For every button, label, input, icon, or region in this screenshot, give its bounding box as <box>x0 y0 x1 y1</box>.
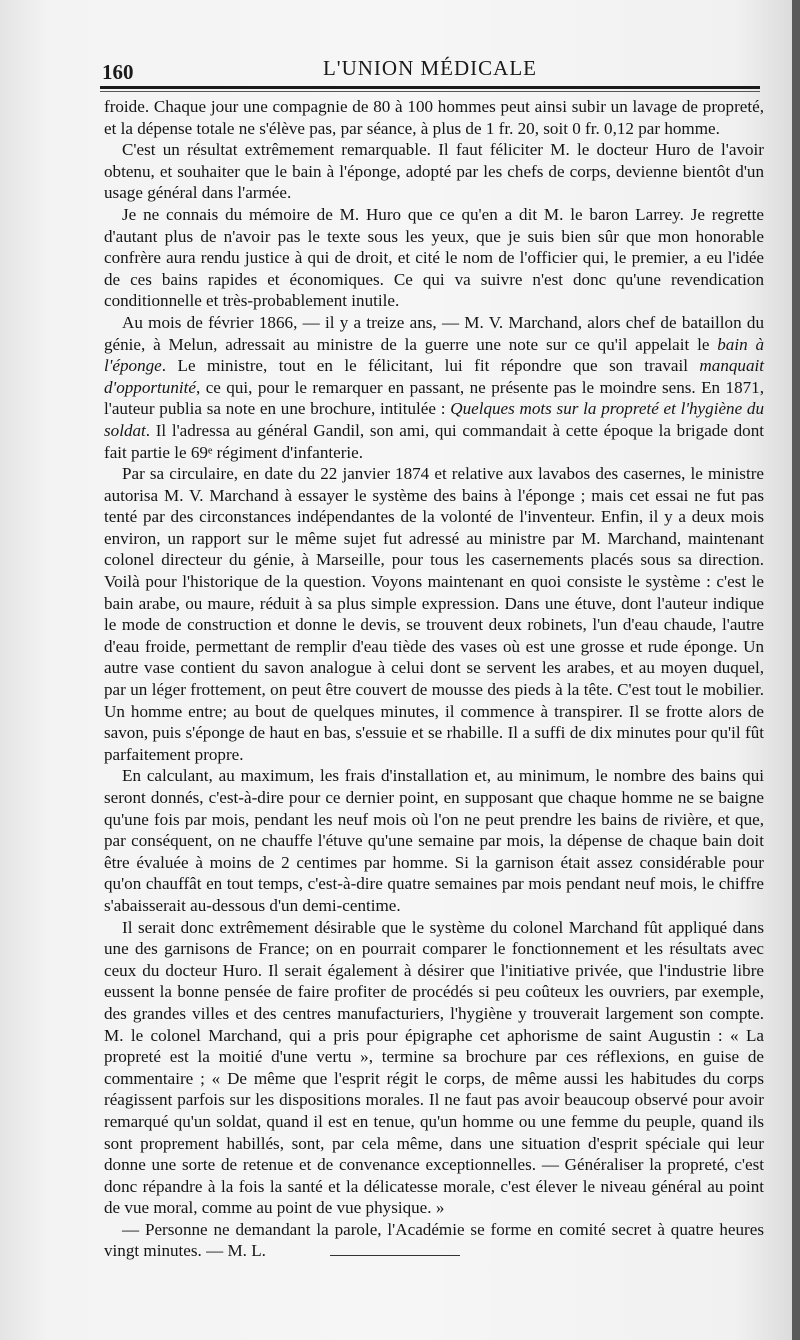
page-number: 160 <box>102 60 134 84</box>
paragraph: En calculant, au maximum, les frais d'installation et, au minimum, le nombre des bains qui seront donnés, c'est-à-dire pour ce dernier point, en supposant que chaque homme ne se baigne qu'une fois par mois, pendant les neuf mois où l'on ne peut prendre les bains de rivière, et que, par conséquent, on ne chauffe l'étuve qu'une semaine par mois, la dépense de chaque bain doit être évaluée à moins de 2 centimes par homme. Si la garnison était assez considérable pour qu'on chauffât en tout temps, c'est-à-dire quatre semaines par mois pendant neuf mois, le chiffre s'abaisserait au-dessous d'un demi-centime. <box>104 766 764 915</box>
header-rule <box>100 86 760 89</box>
page-edge <box>792 0 800 1340</box>
italic-term: manquait d'opportunité <box>104 356 764 397</box>
closing-rule <box>330 1255 460 1256</box>
text-run: . Il l'adressa au général Gandil, son ami, qui commandait à cette époque la brigade dont fait partie le 69ᵉ régiment d'infanterie. <box>104 420 764 462</box>
running-title: L'UNION MÉDICALE <box>322 56 537 80</box>
paragraph: Je ne connais du mémoire de M. Huro que ce qu'en a dit M. le baron Larrey. Je regrette d'autant plus de n'avoir pas le texte sous les yeux, que je suis bien sûr que mon honorable confrère aura rendu justice à qui de droit, et cité le nom de l'officier qui, le premier, a eu l'idée de ces bains rapides et économiques. Ce qui va suivre n'est donc qu'une revendication conditionnelle et très-probablement inutile. <box>104 204 764 311</box>
paragraph: Par sa circulaire, en date du 22 janvier 1874 et relative aux lavabos des casernes, le ministre autorisa M. V. Marchand à essayer le système des bains à l'éponge ; mais cet essai ne fut pas tenté par des circonstances indépendantes de la volonté de l'inventeur. Enfin, il y a deux mois environ, un rapport sur le même sujet fut adressé au ministre par M. Marchand, maintenant colonel directeur du génie, à Marseille, pour tous les casernements placés sous sa direction. Voilà pour l'historique de la question. Voyons maintenant en quoi consiste le système : c'est le bain arabe, ou maure, réduit à sa plus simple expression. Dans une étuve, dont l'auteur indique le mode de construction et donne le devis, se trouvent deux robinets, l'un d'eau chaude, l'autre d'eau froide, permettant de remplir d'eau tiède des vases où est une grosse et rude éponge. Un autre vase contient du savon analogue à celui dont se servent les arabes, et au moyen duquel, par un léger frottement, on peut être couvert de mousse des pieds à la tête. C'est tout le mobilier. Un homme entre; au bout de quelques minutes, il commence à transpirer. Il se frotte alors de savon, puis s'éponge de haut en bas, s'essuie et se rhabille. Il a suffi de dix minutes pour qu'il fût parfaitement propre. <box>104 464 764 764</box>
paragraph-history <box>104 312 764 463</box>
italic-term: bain à l'éponge <box>104 334 765 376</box>
text-run: . Le ministre, tout en le félicitant, lui fit répondre que son travail <box>161 356 688 376</box>
page-header <box>100 52 760 88</box>
paragraph: C'est un résultat extrêmement remarquable. Il faut féliciter M. le docteur Huro de l'avoir obtenu, et souhaiter que le bain à l'éponge, adopté par les chefs de corps, devienne bientôt d'un usage général dans l'armée. <box>104 140 764 203</box>
article-body <box>104 96 764 1262</box>
paragraph-continued: froide. Chaque jour une compagnie de 80 à 100 hommes peut ainsi subir un lavage de propreté, et la dépense totale ne s'élève pas, par séance, à plus de 1 fr. 20, soit 0 fr. 0,12 par homme. <box>104 97 764 138</box>
paragraph: Il serait donc extrêmement désirable que le système du colonel Marchand fût appliqué dans une des garnisons de France; on en pourrait comparer le fonctionnement et les résultats avec ceux du docteur Huro. Il serait également à désirer que l'initiative privée, que l'industrie libre eussent la bonne pensée de faire profiter de procédés si peu coûteux les ouvriers, par exemple, des grandes villes et des centres manufacturiers, l'hygiène y trouverait largement son compte. M. le colonel Marchand, qui a pris pour épigraphe cet aphorisme de saint Augustin : « La propreté est la moitié d'une vertu », termine sa brochure par ces réflexions, en guise de commentaire ; « De même que l'esprit régit le corps, de même aussi les habitudes du corps réagissent parfois sur les dispositions morales. Il ne faut pas avoir beaucoup observé pour avoir remarqué qu'un soldat, quand il est en tenue, qu'un homme ou une femme du peuple, quand ils sont proprement habillés, sont, par cela même, dans une situation d'esprit spéciale qui leur donne une sorte de retenue et de convenance exceptionnelles. — Généraliser la propreté, c'est donc répandre à la fois la santé et la délicatesse morale, c'est élever le niveau général au point de vue moral, comme au point de vue physique. » <box>104 917 764 1218</box>
text-run: Au mois de février 1866, — il y a treize ans, — M. V. Marchand, alors chef de bataillon du génie, à Melun, adressait au ministre de la guerre une note sur ce qu'il appelait le <box>104 312 764 354</box>
header-rule-thin <box>100 91 760 92</box>
text-run: , ce qui, pour le remarquer en passant, ne présente pas le moindre sens. En 1871, l'auteur publia sa note en une brochure, intitulée : <box>104 377 764 419</box>
brochure-title: Quelques mots sur la propreté et l'hygiène du soldat <box>104 399 764 440</box>
closing-line: — Personne ne demandant la parole, l'Académie se forme en comité secret à quatre heures vingt minutes. — M. L. <box>104 1219 764 1261</box>
